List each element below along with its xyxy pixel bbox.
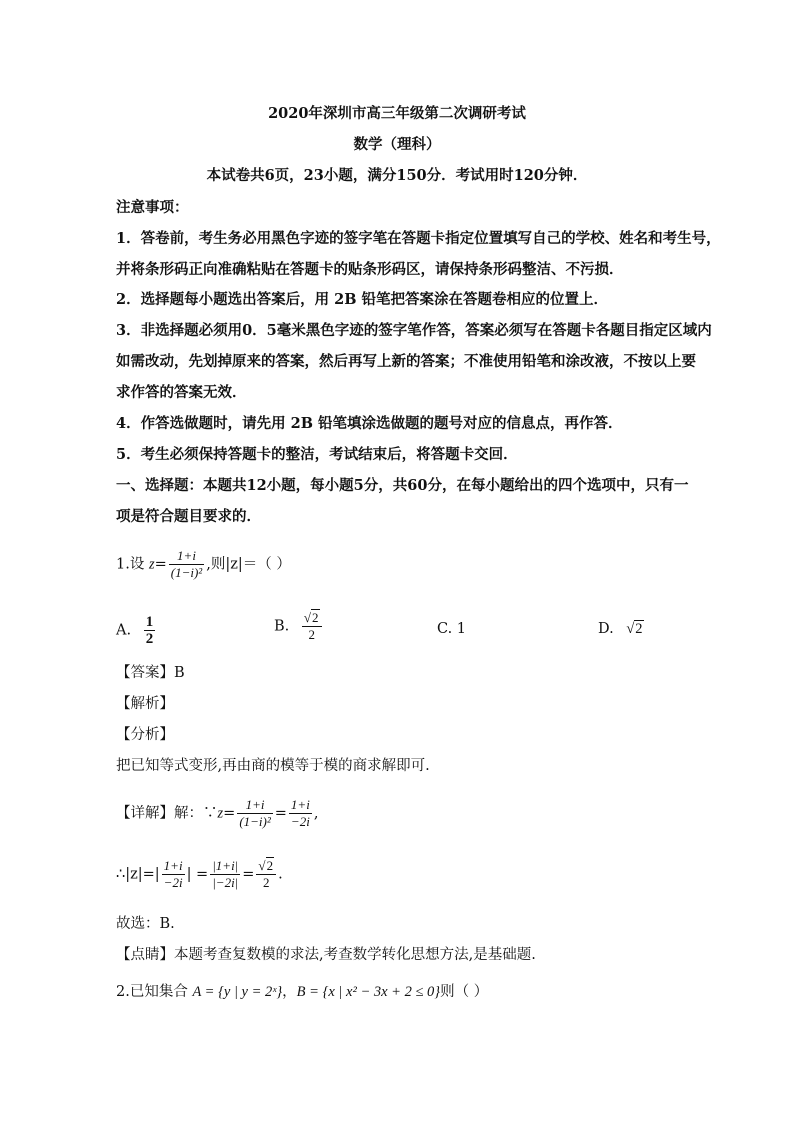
q2-separator: ，	[282, 984, 297, 1000]
therefore-den-1: −2i	[163, 875, 183, 890]
detail-eq: =	[223, 805, 236, 822]
option-a-num: 1	[145, 614, 154, 630]
section-heading-cont: 项是符合题目要求的．	[116, 508, 261, 525]
option-b-num: √2	[303, 610, 319, 625]
therefore-mid: | =	[186, 866, 209, 883]
detail-den-1: (1−i)²	[239, 814, 271, 829]
detail-eq-2: =	[274, 805, 287, 822]
option-d-label: D.	[598, 621, 614, 637]
choose-line: 故选：B.	[116, 916, 175, 932]
q2-set-a: A = {y | y = 2ˣ}	[192, 984, 283, 1000]
analysis-method: 把已知等式变形,再由商的模等于模的商求解即可.	[116, 758, 430, 774]
q1-eq: =	[154, 556, 167, 573]
question-1-stem	[116, 548, 291, 581]
therefore-den-3: 2	[256, 874, 276, 891]
notice-item-5: 5．考生必须保持答题卡的整洁，考试结束后，将答题卡交回．	[116, 446, 518, 463]
therefore-fraction-3	[256, 858, 276, 891]
q2-suffix: 则（ ）	[440, 984, 489, 1000]
therefore-prefix: ∴|z|=|	[116, 866, 160, 883]
notice-heading: 注意事项：	[116, 199, 189, 216]
detail-num-2: 1+i	[290, 797, 310, 812]
therefore-radicand: 2	[266, 858, 274, 873]
answer-label: 【答案】B	[116, 665, 185, 681]
detail-fraction-2	[289, 797, 312, 830]
detail-prefix: 【详解】解：∵	[116, 805, 218, 822]
therefore-line: ∴|z|=| $\frac{1+i}{-2i}$ | = $\frac{|1+i|}{|-2i|}$ = $\frac{√2}{2}$ .	[116, 858, 283, 890]
therefore-num-3: √2	[258, 858, 274, 873]
detail-num-1: 1+i	[245, 797, 265, 812]
option-b-fraction	[302, 610, 322, 643]
therefore-eq: =	[242, 866, 255, 883]
option-a-fraction	[144, 614, 156, 647]
notice-item-3-cont: 如需改动，先划掉原来的答案，然后再写上新的答案；不准使用铅笔和涂改液，不按以上要	[116, 353, 696, 370]
q2-set-b: B = {x | x² − 3x + 2 ≤ 0}	[296, 984, 441, 1000]
comment-line: 【点睛】本题考查复数模的求法,考查数学转化思想方法,是基础题.	[116, 947, 536, 963]
detail-den-2: −2i	[290, 814, 310, 829]
option-d-sqrt: √2	[626, 621, 643, 637]
q1-z: z	[148, 556, 155, 573]
exam-info: 本试卷共6页，23小题，满分150分．考试用时120分钟．	[206, 167, 588, 184]
therefore-fraction-2	[210, 858, 240, 891]
option-b-label: B.	[274, 618, 290, 635]
q1-prefix: 1.设	[116, 556, 149, 573]
option-a	[116, 614, 157, 647]
option-a-den: 2	[145, 631, 154, 647]
section-heading: 一、选择题：本题共12小题，每小题5分，共60分，在每小题给出的四个选项中，只有一	[116, 477, 689, 494]
notice-item-3: 3．非选择题必须用0．5毫米黑色字迹的签字笔作答，答案必须写在答题卡各题目指定区域内	[116, 322, 712, 339]
analysis-sub-label: 【分析】	[116, 727, 174, 743]
notice-item-2: 2．选择题每小题选出答案后，用 2B 铅笔把答案涂在答题卷相应的位置上．	[116, 291, 609, 308]
detail-fraction-1	[237, 797, 272, 830]
q1-suffix: ,则|z|＝（ ）	[206, 556, 291, 573]
option-a-label: A.	[116, 622, 132, 639]
therefore-fraction-1	[162, 858, 185, 891]
q1-frac-num: 1+i	[177, 548, 196, 563]
notice-item-4: 4．作答选做题时，请先用 2B 铅笔填涂选做题的题号对应的信息点，再作答．	[116, 415, 623, 432]
option-d	[598, 619, 644, 639]
therefore-num-1: 1+i	[163, 858, 183, 873]
option-b-radicand: 2	[312, 610, 319, 625]
option-c: C. 1	[437, 621, 467, 637]
exam-subtitle: 数学（理科）	[353, 136, 441, 153]
therefore-den-2: |−2i|	[212, 875, 239, 890]
notice-item-3-cont2: 求作答的答案无效．	[116, 384, 247, 401]
q1-fraction	[169, 548, 204, 581]
notice-item-1: 1．答卷前，考生务必用黑色字迹的签字笔在答题卡指定位置填写自己的学校、姓名和考生号，	[116, 230, 721, 247]
option-b	[274, 610, 324, 643]
analysis-label: 【解析】	[116, 696, 174, 712]
detail-line: 【详解】解：∵z= $\frac{1+i}{\text{(1−i)²}}$ = $\frac{1+i}{-2i}$ ,	[116, 797, 319, 829]
option-b-den: 2	[302, 626, 322, 643]
detail-z: z	[217, 805, 224, 822]
question-2-stem	[116, 982, 488, 1002]
notice-item-1-cont: 并将条形码正向准确粘贴在答题卡的贴条形码区，请保持条形码整洁、不污损．	[116, 261, 624, 278]
therefore-num-2: |1+i|	[212, 858, 239, 873]
q2-prefix: 2.已知集合	[116, 984, 193, 1000]
exam-title: 2020年深圳市高三年级第二次调研考试	[268, 105, 526, 122]
option-d-radicand: 2	[635, 621, 643, 637]
q1-frac-den: (1−i)²	[170, 565, 203, 580]
